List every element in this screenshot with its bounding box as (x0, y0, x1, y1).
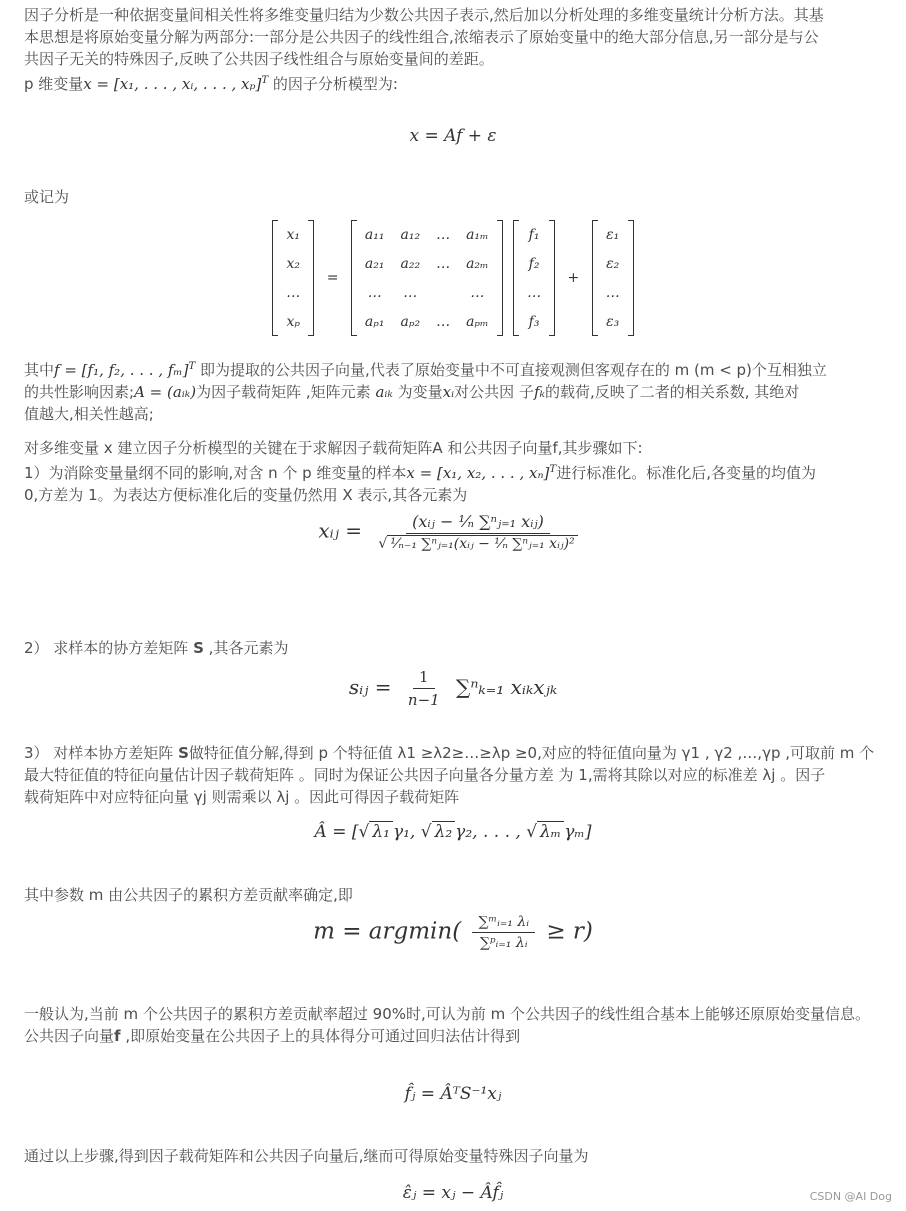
a-def: A = (aᵢₖ) (134, 383, 197, 401)
matrix-a-cell: aₚ₁ (364, 313, 385, 330)
common-factor-paragraph: 其中f = [f₁, f₂, . . . , fₘ]$^T$ 即为提取的公共因子向量,代表了原始变量中不可直接观测但客观存在的 m (m < p)个互相独立 的共性影响因素;A = (aᵢₖ)为因子载荷矩阵 ,矩阵元素 aᵢₖ 为变量xᵢ对公共因 子fₖ的载荷,反映了二者的相关系数, 其绝对 值越大,相关性越高; (24, 361, 827, 423)
conclusion-paragraph: 一般认为,当前 m 个公共因子的累积方差贡献率超过 90%时,可认为前 m 个公共因子的线性组合基本上能够还原原始变量信息。 公共因子向量f ,即原始变量在公共因子上的具体得分可通过回归法估计得到 (24, 1005, 870, 1045)
std-numerator: (xᵢⱼ − ¹⁄ₙ ∑ⁿⱼ₌₁ xᵢⱼ) (406, 512, 550, 534)
matrix-e-cell: … (605, 284, 620, 301)
specific-factor-text: 通过以上步骤,得到因子载荷矩阵和公共因子向量后,继而可得原始变量特殊因子向量为 (24, 1147, 589, 1165)
model-vector: x = [x₁, . . . , xᵢ, . . . , xₚ] (83, 75, 262, 93)
matrix-a-cell: a₂ₘ (466, 255, 489, 272)
steps-paragraph: 对多维变量 x 建立因子分析模型的关键在于求解因子载荷矩阵A 和公共因子向量f,其步骤如下: 1）为消除变量量纲不同的影响,对含 n 个 p 维变量的样本x = [x₁, x₂, . . . , xₙ]$^T$进行标准化。标准化后,各变量的均值为 0,方差为 1。为表达方便标准化后的变量仍然用 X 表示,其各元素为 (24, 439, 816, 504)
intro-line-1: 因子分析是一种依据变量间相关性将多维变量归结为少数公共因子表示,然后加以分析处理的多维变量统计分析方法。其基 (24, 6, 824, 24)
matrix-f-cell: … (527, 284, 542, 301)
matrix-f (513, 220, 555, 336)
formula-covariance: sᵢⱼ = $\frac{1}{n-1}$ ∑ⁿₖ₌₁ xᵢₖxⱼₖ (348, 668, 558, 709)
matrix-a-cell: a₁₁ (364, 226, 385, 243)
formula-model: x = Af + ε (409, 126, 497, 146)
model-prefix: p 维变量 (24, 75, 84, 93)
watermark: CSDN @AI Dog (809, 1190, 892, 1203)
matrix-e-cell: ε₃ (606, 313, 620, 330)
matrix-a (351, 220, 503, 336)
intro-line-2: 本思想是将原始变量分解为两部分:一部分是公共因子的线性组合,浓缩表示了原始变量中的绝大部分信息,另一部分是与公 (24, 28, 819, 46)
matrix-e-cell: ε₂ (606, 255, 620, 272)
matrix-a-cell: … (436, 313, 451, 330)
intro-line-3: 共因子无关的特殊因子,反映了公共因子线性组合与原始变量间的差距。 (24, 50, 494, 68)
std-denominator: √ ¹⁄ₙ₋₁ ∑ⁿⱼ₌₁(xᵢⱼ − ¹⁄ₙ ∑ⁿⱼ₌₁ xᵢⱼ)² (372, 534, 583, 552)
matrix-x-cell: x₂ (286, 255, 301, 272)
or-written-text: 或记为 (24, 188, 70, 206)
formula-standardize: xᵢⱼ = $\frac{\text{(xᵢⱼ − ¹⁄ₙ ∑ⁿⱼ₌₁ xᵢⱼ)}}{\text{√ ¹⁄ₙ₋₁ ∑ⁿⱼ₌₁(xᵢⱼ − ¹⁄ₙ ∑ⁿⱼ₌₁ xᵢⱼ)²}}$ (0, 512, 906, 552)
matrix-f-cell: f₃ (528, 313, 540, 330)
matrix-a-cell: … (470, 284, 485, 301)
formula-specific-factor: ε̂ⱼ = xⱼ − Âf̂ⱼ (402, 1183, 504, 1203)
model-suffix: 的因子分析模型为: (268, 75, 398, 93)
matrix-x-cell: xₚ (286, 313, 301, 330)
matrix-x (272, 220, 314, 336)
matrix-a-cell: … (403, 284, 418, 301)
matrix-a-cell: … (367, 284, 382, 301)
matrix-a-cell: aₚₘ (466, 313, 489, 330)
sample-vector: x = [x₁, x₂, . . . , xₙ] (406, 464, 550, 482)
matrix-a-cell: a₁₂ (400, 226, 421, 243)
f-vector: f = [f₁, f₂, . . . , fₘ] (54, 361, 189, 379)
matrix-e (592, 220, 634, 336)
matrix-a-cell: aₚ₂ (400, 313, 421, 330)
matrix-a-cell: a₂₁ (364, 255, 385, 272)
formula-m: m = argmin( $\frac{\text{∑ᵐᵢ₌₁ λᵢ}}{\text{∑ᵖᵢ₌₁ λᵢ}}$ ≥ r) (313, 914, 593, 951)
matrix-x-cell: x₁ (286, 226, 301, 243)
step-2-text: 2） 求样本的协方差矩阵 S ,其各元素为 (24, 639, 289, 657)
formula-loading-matrix: Â = [√ λ₁ γ₁, √ λ₂ γ₂, . . . , √ λₘ γₘ] (314, 822, 592, 842)
matrix-f-cell: f₂ (528, 255, 540, 272)
intro-paragraph: 因子分析是一种依据变量间相关性将多维变量归结为少数公共因子表示,然后加以分析处理的多维变量统计分析方法。其基 本思想是将原始变量分解为两部分:一部分是公共因子的线性组合,浓缩表示了原始变量中的绝大部分信息,另一部分是与公 共因子无关的特殊因子,反映了公共因子线性组合与原始变量间的差距。 p 维变量x = [x₁, . . . , xᵢ, . . . , xₚ]$^T$ 的因子分析模型为: (24, 6, 824, 93)
formula-factor-score: f̂ⱼ = ÂᵀS⁻¹xⱼ (404, 1084, 502, 1104)
matrix-a-cell: a₁ₘ (466, 226, 489, 243)
matrix-a-cell: a₂₂ (400, 255, 421, 272)
matrix-x-cell: … (286, 284, 301, 301)
matrix-a-cell (428, 278, 458, 307)
matrix-f-cell: f₁ (528, 226, 540, 243)
matrix-a-cell: … (436, 255, 451, 272)
matrix-e-cell: ε₁ (606, 226, 620, 243)
parameter-m-text: 其中参数 m 由公共因子的累积方差贡献率确定,即 (24, 886, 353, 904)
step-3-paragraph: 3） 对样本协方差矩阵 S做特征值分解,得到 p 个特征值 λ1 ≥λ2≥…≥λp ≥0,对应的特征值向量为 γ1 , γ2 ,…,γp ,可取前 m 个 最大特征值的特征向量估计因子载荷矩阵 。同时为保证公共因子向量各分量方差 为 1,需将其除以对应的标准差 λj 。因子 载荷矩阵中对应特征向量 γj 则需乘以 λj 。因此可得因子载荷矩阵 (24, 744, 875, 806)
matrix-a-cell: … (436, 226, 451, 243)
matrix-equation: x₁ x₂ … xₚ = a₁₁ a₁₂ … a₁ₘ a₂₁ a₂₂ … a₂ₘ … … … aₚ₁ aₚ₂ … aₚₘ f₁ f₂ … f₃ + ε₁ ε₂ … ε₃ (0, 220, 906, 336)
